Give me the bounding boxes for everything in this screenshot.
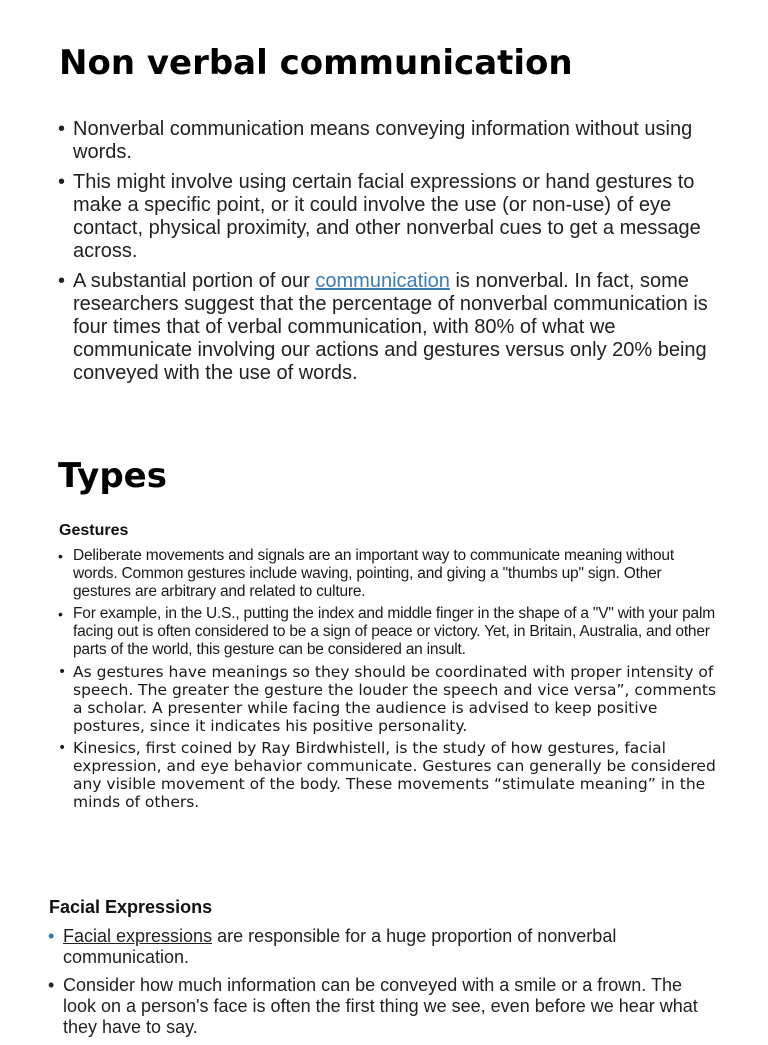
communication-link[interactable]: communication [315, 270, 450, 292]
list-item [48, 926, 713, 968]
list-item-text: Kinesics, first coined by Ray Birdwhistell, is the study of how gestures, facial expression, and eye behavior communicate. Gestures can generally be considered any visible movement of the body. These movements “stimulate meaning” in the minds of others. [73, 739, 716, 811]
bullet: • [48, 926, 55, 946]
bullet: • [48, 975, 55, 995]
list-item-text: For example, in the U.S., putting the index and middle finger in the shape of a "V" with your palm facing out is often considered to be a sign of peace or victory. Yet, in Britain, Australia, and other parts of the world, this gesture can be considered an insult. [73, 605, 715, 658]
list-item-text: This might involve using certain facial expressions or hand gestures to make a specific point, or it could involve the use (or non-use) of eye contact, physical proximity, and other nonverbal cues to get a message across. [73, 171, 701, 262]
bullet: • [58, 270, 66, 292]
bullet: • [58, 548, 63, 564]
intro-list [58, 118, 723, 392]
list-item [58, 171, 723, 263]
list-item-text-post: is nonverbal. In fact, some researchers suggest that the percentage of nonverbal communication is four times that of verbal communication, with 80% of what we communicate involving our actions and gestures versus only 20% being conveyed with the use of words. [73, 270, 708, 384]
list-item [48, 975, 713, 1038]
list-item-text: As gestures have meanings so they should be coordinated with proper intensity of speech. The greater the gesture the louder the speech and vice versa”, comments a scholar. A presenter while facing the audience is advised to keep positive postures, since it indicates his positive personality. [73, 663, 717, 735]
bullet: • [58, 740, 67, 756]
list-item-text: Consider how much information can be conveyed with a smile or a frown. The look on a person's face is often the first thing we see, even before we hear what they have to say. [63, 975, 698, 1037]
gestures-list [58, 547, 718, 815]
list-item-text-pre: A substantial portion of our [73, 270, 316, 292]
bullet: • [58, 664, 67, 680]
bullet: • [58, 171, 66, 193]
list-item [58, 605, 718, 659]
bullet: • [58, 606, 63, 622]
section-title-types: Types [58, 456, 167, 496]
list-item [58, 547, 718, 601]
list-item [58, 739, 718, 811]
bullet: • [58, 118, 66, 140]
list-item [58, 118, 723, 164]
list-item-text-post: are responsible for a huge proportion of nonverbal communication. [63, 926, 617, 967]
page-title: Non verbal communication [59, 43, 573, 83]
subheading-gestures: Gestures [59, 522, 129, 539]
subheading-facial-expressions: Facial Expressions [49, 897, 213, 917]
list-item-text: Nonverbal communication means conveying information without using words. [73, 118, 693, 163]
list-item-text: Deliberate movements and signals are an important way to communicate meaning without words. Common gestures include waving, pointing, and giving a "thumbs up" sign. Other gestures are arbitrary and related to culture. [73, 547, 674, 600]
facial-expressions-list [48, 926, 713, 1045]
facial-expressions-link[interactable]: Facial expressions [63, 926, 213, 946]
list-item [58, 270, 723, 385]
list-item [58, 663, 718, 735]
